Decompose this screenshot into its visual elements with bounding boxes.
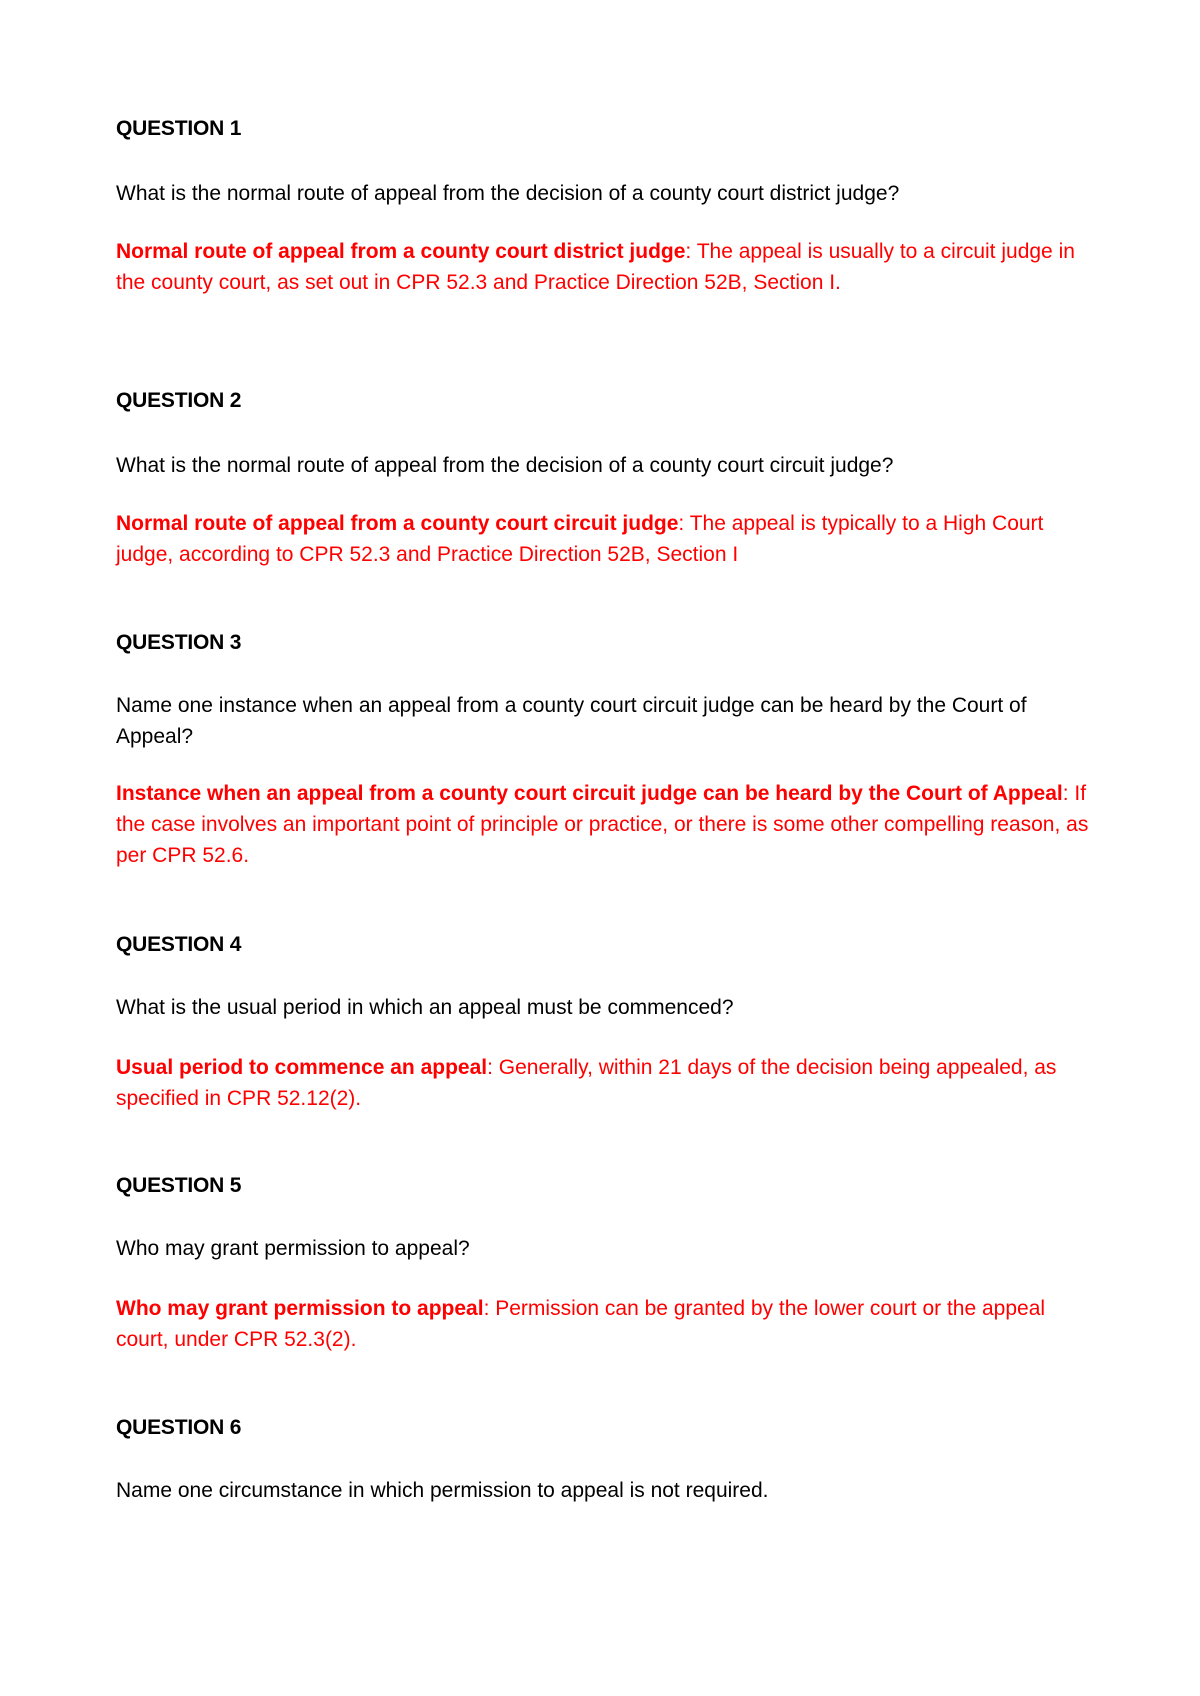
answer-label: Normal route of appeal from a county court district judge	[116, 240, 686, 263]
answer-body: : The appeal is typically to a High Court judge, according to CPR 52.3 and Practice Direction 52B, Section I	[116, 512, 1044, 566]
answer-label: Instance when an appeal from a county court circuit judge can be heard by the Court of Appeal	[116, 782, 1063, 805]
question-text: Name one instance when an appeal from a county court circuit judge can be heard by the Court of Appeal?	[116, 694, 1027, 748]
question-block-4	[116, 932, 1096, 1110]
answer-text	[116, 508, 1096, 570]
question-text: What is the normal route of appeal from the decision of a county court district judge?	[116, 182, 900, 205]
answer-text	[116, 236, 1096, 298]
answer-text	[116, 1052, 1096, 1114]
question-heading: QUESTION 2	[116, 389, 242, 412]
question-heading: QUESTION 5	[116, 1174, 242, 1197]
answer-body: : If the case involves an important point of principle or practice, or there is some other compelling reason, as per CPR 52.6.	[116, 782, 1089, 867]
question-heading: QUESTION 6	[116, 1416, 242, 1439]
answer-label: Usual period to commence an appeal	[116, 1056, 488, 1079]
question-block-5	[116, 1173, 1096, 1351]
answer-text	[116, 1293, 1096, 1355]
question-heading: QUESTION 3	[116, 631, 242, 654]
question-heading: QUESTION 1	[116, 117, 242, 140]
answer-label: Normal route of appeal from a county court circuit judge	[116, 512, 679, 535]
question-block-3	[116, 630, 1096, 867]
question-block-6	[116, 1415, 1096, 1502]
answer-text	[116, 778, 1096, 871]
question-text: What is the normal route of appeal from the decision of a county court circuit judge?	[116, 454, 894, 477]
answer-body: : The appeal is usually to a circuit judge in the county court, as set out in CPR 52.3 and Practice Direction 52B, Section I.	[116, 240, 1075, 294]
answer-body: : Permission can be granted by the lower court or the appeal court, under CPR 52.3(2).	[116, 1297, 1046, 1351]
question-heading: QUESTION 4	[116, 933, 242, 956]
question-block-1	[116, 116, 1096, 294]
question-text: Name one circumstance in which permission to appeal is not required.	[116, 1479, 769, 1502]
answer-body: : Generally, within 21 days of the decision being appealed, as specified in CPR 52.12(2).	[116, 1056, 1057, 1110]
question-text: Who may grant permission to appeal?	[116, 1237, 470, 1260]
question-block-2	[116, 388, 1096, 566]
question-text: What is the usual period in which an appeal must be commenced?	[116, 996, 734, 1019]
answer-label: Who may grant permission to appeal	[116, 1297, 484, 1320]
